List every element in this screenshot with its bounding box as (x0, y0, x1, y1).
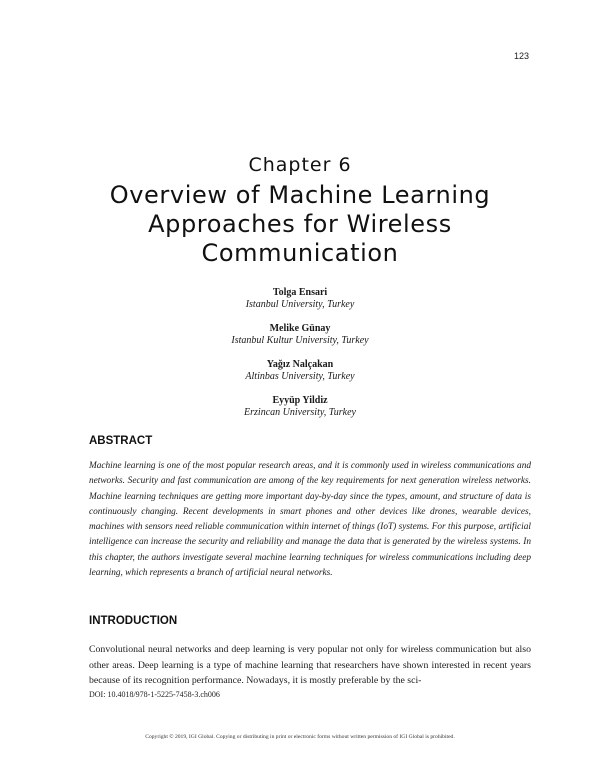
chapter-label: Chapter 6 (248, 154, 352, 176)
author-block (0, 394, 600, 419)
author-block (0, 358, 600, 383)
introduction-text: Convolutional neural networks and deep learning is very popular not only for wireless communication but also other areas. Deep learning is a type of machine learning that researchers have shown interested in recent years because of its recognition performance. Nowadays, it is mostly preferable by the sci- (89, 644, 531, 686)
author-name: Melike Günay (269, 323, 331, 334)
copyright-notice: Copyright © 2019, IGI Global. Copying or distributing in print or electronic forms without written permission of IGI Global is prohibited. (145, 734, 455, 740)
author-block (0, 286, 600, 311)
author-block (0, 322, 600, 347)
page-number: 123 (513, 51, 529, 61)
doi-line: DOI: 10.4018/978-1-5225-7458-3.ch006 (89, 690, 220, 699)
author-list (0, 286, 600, 430)
author-affiliation: Istanbul University, Turkey (245, 299, 355, 310)
author-affiliation: Altinbas University, Turkey (245, 371, 355, 382)
author-name: Tolga Ensari (272, 287, 328, 298)
abstract-text: Machine learning is one of the most popular research areas, and it is commonly used in wireless communications and networks. Security and fast communication are among of the key requirements for next generation wireless networks. Machine learning techniques are getting more important day-by-day since the types, amount, and structure of data is continuously changing. Recent developments in smart phones and other devices like drones, wearable devices, machines with sensors need reliable communication within internet of things (IoT) systems. For this purpose, artificial intelligence can increase the security and reliability and manage the data that is generated by the wireless systems. In this chapter, the authors investigate several machine learning techniques for wireless communications including deep learning, which represents a branch of artificial neural networks. (89, 461, 531, 579)
abstract-heading: ABSTRACT (89, 435, 153, 447)
introduction-heading: INTRODUCTION (89, 615, 178, 627)
author-name: Yağız Nalçakan (266, 359, 334, 370)
author-name: Eyyüp Yildiz (272, 395, 328, 406)
author-affiliation: Erzincan University, Turkey (244, 407, 356, 418)
chapter-title: Overview of Machine Learning Approaches for Wireless Communication (109, 181, 491, 267)
author-affiliation: Istanbul Kultur University, Turkey (231, 335, 369, 346)
